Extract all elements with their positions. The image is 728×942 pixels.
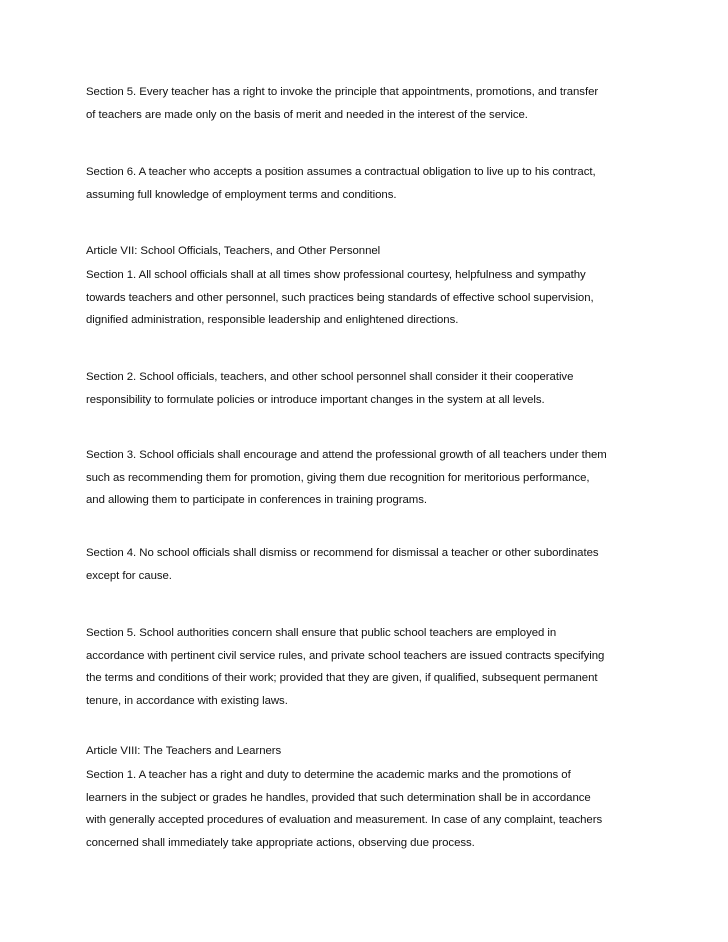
- article-7-section-2-paragraph: [86, 366, 658, 411]
- text-line: Section 6. A teacher who accepts a position assumes a contractual obligation to live up to his contract,: [86, 166, 596, 178]
- text-line: dignified administration, responsible leadership and enlightened directions.: [86, 314, 459, 327]
- text-line: towards teachers and other personnel, such practices being standards of effective school supervision,: [86, 291, 594, 304]
- section-6-contract-paragraph: [86, 161, 658, 206]
- text-line: except for cause.: [86, 569, 172, 582]
- text-line: Section 2. School officials, teachers, and other school personnel shall consider it their cooperative: [86, 371, 574, 383]
- text-line: and allowing them to participate in conferences in training programs.: [86, 494, 427, 507]
- article-7-section-5-paragraph: [86, 622, 658, 712]
- text-line: Section 1. All school officials shall at all times show professional courtesy, helpfulness and sympathy: [86, 269, 586, 281]
- text-line: Section 3. School officials shall encourage and attend the professional growth of all teachers under them: [86, 449, 607, 461]
- article-7-section-1-paragraph: [86, 264, 658, 332]
- article-7-section-3-paragraph: [86, 444, 658, 512]
- article-7-heading: [86, 240, 658, 263]
- text-line: Section 5. School authorities concern shall ensure that public school teachers are employed in: [86, 627, 557, 639]
- text-line: Section 4. No school officials shall dismiss or recommend for dismissal a teacher or other subordinates: [86, 547, 599, 559]
- text-line: concerned shall immediately take appropriate actions, observing due process.: [86, 836, 475, 849]
- text-line: responsibility to formulate policies or introduce important changes in the system at all levels.: [86, 393, 545, 406]
- text-line: tenure, in accordance with existing laws.: [86, 694, 288, 707]
- text-line: Article VIII: The Teachers and Learners: [86, 745, 282, 757]
- text-line: Section 1. A teacher has a right and duty to determine the academic marks and the promotions of: [86, 769, 571, 781]
- text-line: assuming full knowledge of employment terms and conditions.: [86, 188, 397, 201]
- text-line: such as recommending them for promotion, giving them due recognition for meritorious performance,: [86, 471, 590, 484]
- text-line: learners in the subject or grades he handles, provided that such determination shall be in accordance: [86, 791, 591, 804]
- text-line: Section 5. Every teacher has a right to invoke the principle that appointments, promotions, and transfer: [86, 86, 599, 98]
- article-7-section-4-paragraph: [86, 542, 658, 587]
- text-line: the terms and conditions of their work; provided that they are given, if qualified, subsequent permanent: [86, 672, 598, 685]
- section-5-transfer-paragraph: [86, 81, 658, 126]
- text-line: with generally accepted procedures of evaluation and measurement. In case of any complaint, teachers: [86, 814, 603, 827]
- text-line: Article VII: School Officials, Teachers, and Other Personnel: [86, 245, 381, 257]
- article-8-section-1-paragraph: [86, 764, 658, 854]
- article-8-heading: [86, 740, 658, 763]
- text-line: accordance with pertinent civil service rules, and private school teachers are issued contracts specifying: [86, 649, 605, 662]
- text-line: of teachers are made only on the basis of merit and needed in the interest of the service.: [86, 108, 528, 121]
